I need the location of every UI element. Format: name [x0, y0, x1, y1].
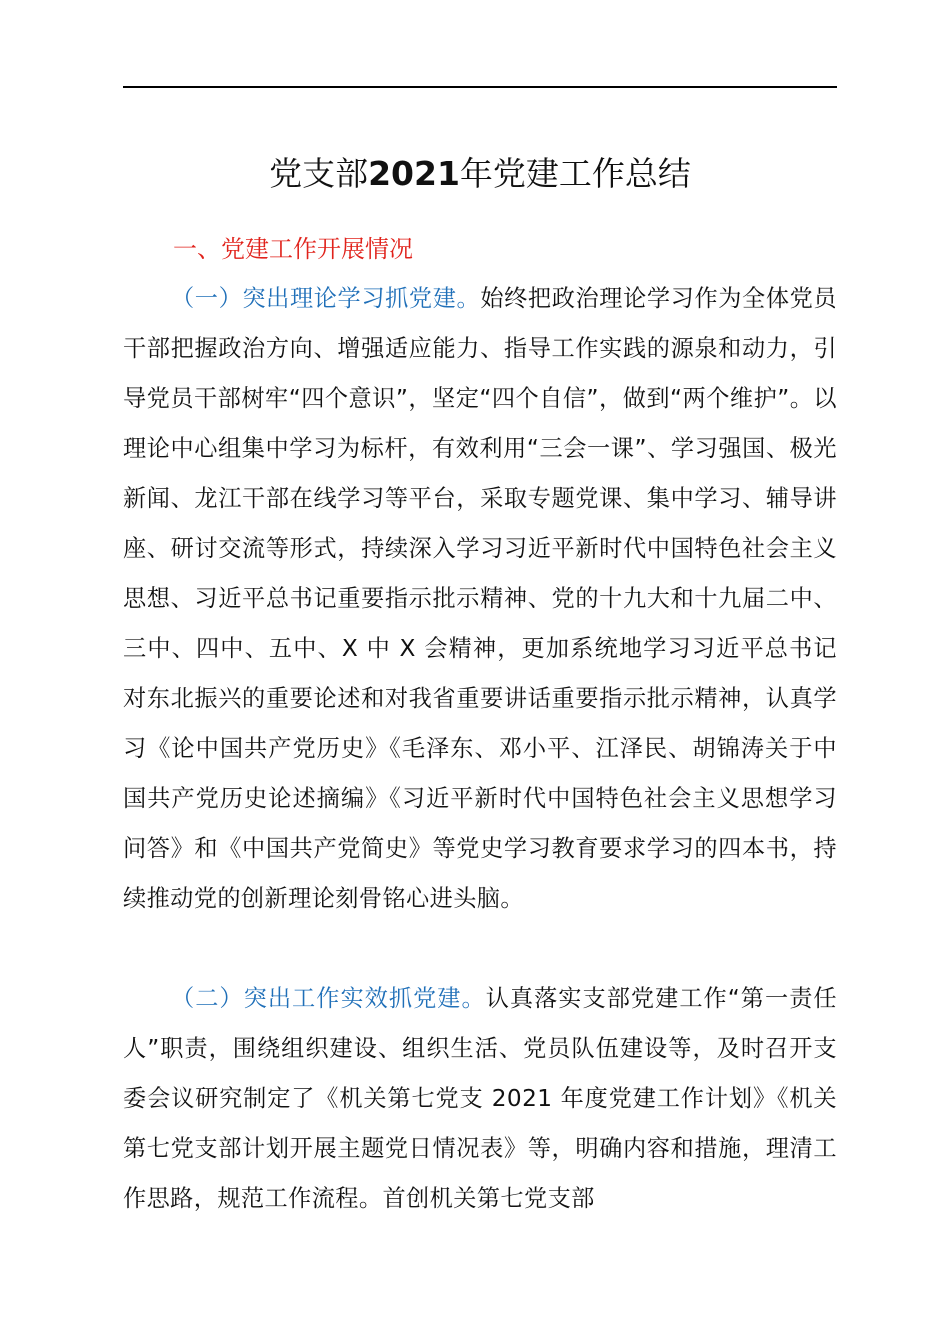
- paragraph-1-body: 始终把政治理论学习作为全体党员干部把握政治方向、增强适应能力、指导工作实践的源泉和动力，引导党员干部树牢“四个意识”，坚定“四个自信”，做到“两个维护”。以理论中心组集中学习为标杆，有效利用“三会一课”、学习强国、极光新闻、龙江干部在线学习等平台，采取专题党课、集中学习、辅导讲座、研讨交流等形式，持续深入学习习近平新时代中国特色社会主义思想、习近平总书记重要指示批示精神、党的十九大和十九届二中、三中、四中、五中、X 中 X 会精神，更加系统地学习习近平总书记对东北振兴的重要论述和对我省重要讲话重要指示批示精神，认真学习《论中国共产党历史》《毛泽东、邓小平、江泽民、胡锦涛关于中国共产党历史论述摘编》《习近平新时代中国特色社会主义思想学习问答》和《中国共产党简史》等党史学习教育要求学习的四本书，持续推动党的创新理论刻骨铭心进头脑。: [123, 285, 837, 912]
- paragraph-2-lead: （二）突出工作实效抓党建。: [171, 985, 486, 1012]
- header-rule: [123, 86, 837, 88]
- paragraph-2: [123, 974, 837, 1224]
- paragraph-2-body: 认真落实支部党建工作“第一责任人”职责，围绕组织建设、组织生活、党员队伍建设等，及时召开支委会议研究制定了《机关第七党支 2021 年度党建工作计划》《机关第七党支部计划开展主题党日情况表》等，明确内容和措施，理清工作思路，规范工作流程。首创机关第七党支部: [123, 985, 837, 1212]
- section-heading: 一、党建工作开展情况: [173, 235, 413, 263]
- paragraph-1: [123, 274, 837, 924]
- paragraph-1-lead: （一）突出理论学习抓党建。: [171, 285, 481, 312]
- title-suffix: 年党建工作总结: [459, 154, 691, 193]
- document-title: [123, 148, 837, 200]
- title-prefix: 党支部: [269, 154, 369, 193]
- title-year: 2021: [368, 154, 460, 193]
